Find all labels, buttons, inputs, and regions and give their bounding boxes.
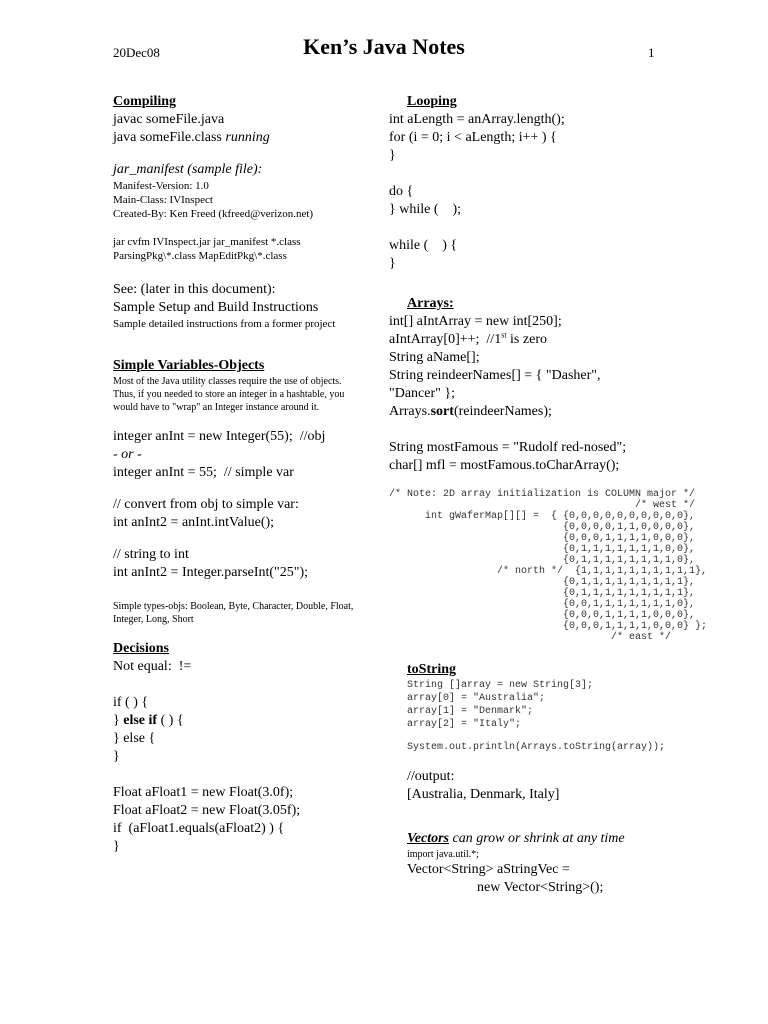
compiling-heading: Compiling — [113, 94, 177, 109]
code-line: String []array = new String[3]; — [407, 680, 594, 691]
simple-vars-heading: Simple Variables-Objects — [113, 358, 265, 373]
code-line: while ( ) { — [389, 238, 458, 253]
code-line: Float aFloat2 = new Float(3.05f); — [113, 803, 301, 818]
tostring-heading: toString — [407, 662, 456, 677]
looping-heading: Looping — [407, 94, 457, 109]
code-line: {0,0,0,1,1,1,1,0,0,0}, — [389, 610, 696, 621]
jar-line: ParsingPkg\*.class MapEditPkg\*.class — [113, 250, 287, 262]
code-line: do { — [389, 184, 414, 199]
code-line: /* Note: 2D array initialization is COLUMN major */ — [389, 489, 696, 500]
code-line: {0,1,1,1,1,1,1,1,1,0}, — [389, 555, 696, 566]
code-line: aIntArray[0]++; //1st is zero — [389, 330, 547, 347]
tostring-section — [389, 661, 729, 897]
vectors-heading: Vectors can grow or shrink at any time — [407, 831, 625, 846]
code-line: new Vector<String>(); — [407, 880, 604, 895]
header-date: 20Dec08 — [113, 45, 160, 60]
code-line: /* east */ — [389, 632, 672, 643]
code-line: if ( ) { — [113, 695, 149, 710]
code-line: int anInt2 = anInt.intValue(); — [113, 515, 275, 530]
see-setup-link: Sample Setup and Build Instructions — [113, 300, 319, 315]
code-line: Float aFloat1 = new Float(3.0f); — [113, 785, 294, 800]
code-line: String aName[]; — [389, 350, 480, 365]
code-line: Arrays.sort(reindeerNames); — [389, 404, 552, 419]
code-line: {0,0,0,1,1,1,1,0,0,0} }; — [389, 621, 708, 632]
code-line: // string to int — [113, 547, 189, 562]
code-line: } else if ( ) { — [113, 713, 184, 728]
right-column — [389, 93, 729, 897]
manifest-line: Created-By: Ken Freed (kfreed@verizon.net) — [113, 208, 314, 220]
simple-vars-desc: Most of the Java utility classes require the use of objects. Thus, if you needed to store an integer in a hashtable, you would have to "wrap" an Integer instance around it. — [113, 376, 345, 413]
code-line: {0,0,0,0,1,1,0,0,0,0}, — [389, 522, 696, 533]
code-line: } — [389, 148, 396, 163]
code-line: integer anInt = 55; // simple var — [113, 465, 294, 480]
code-line: {0,0,0,1,1,1,1,0,0,0}, — [389, 533, 696, 544]
code-line: int aLength = anArray.length(); — [389, 112, 565, 127]
manifest-line: Manifest-Version: 1.0 — [113, 180, 209, 192]
code-line: int anInt2 = Integer.parseInt("25"); — [113, 565, 309, 580]
code-line: array[2] = "Italy"; — [407, 719, 522, 730]
code-line: Vector<String> aStringVec = — [407, 862, 570, 877]
code-line: /* north */ {1,1,1,1,1,1,1,1,1,1}, — [389, 566, 708, 577]
code-line: for (i = 0; i < aLength; i++ ) { — [389, 130, 557, 145]
code-line: {0,1,1,1,1,1,1,1,1,1}, — [389, 577, 696, 588]
code-line: } while ( ); — [389, 202, 462, 217]
output-label: //output: — [407, 769, 455, 784]
wafer-map-code — [389, 489, 729, 643]
output-value: [Australia, Denmark, Italy] — [407, 787, 560, 802]
run-line: java someFile.class running — [113, 130, 270, 145]
code-line: {0,1,1,1,1,1,1,1,1,1}, — [389, 588, 696, 599]
code-line: char[] mfl = mostFamous.toCharArray(); — [389, 458, 620, 473]
code-line: // convert from obj to simple var: — [113, 497, 299, 512]
manifest-heading: jar_manifest (sample file): — [113, 162, 263, 177]
page-number: 1 — [648, 45, 655, 60]
jar-line: jar cvfm IVInspect.jar jar_manifest *.class — [113, 236, 301, 248]
page-title: Ken’s Java Notes — [303, 34, 465, 59]
arrays-heading: Arrays: — [407, 296, 454, 311]
compile-line: javac someFile.java — [113, 112, 225, 127]
see-detail-link: Sample detailed instructions from a former project — [113, 318, 336, 330]
code-line: array[0] = "Australia"; — [407, 693, 546, 704]
code-line: } — [113, 749, 120, 764]
code-line: System.out.println(Arrays.toString(array)); — [407, 742, 666, 753]
code-line: array[1] = "Denmark"; — [407, 706, 534, 717]
or-line: - or - — [113, 447, 142, 462]
code-line: } — [113, 839, 120, 854]
code-line: } else { — [113, 731, 156, 746]
code-line: if (aFloat1.equals(aFloat2) ) { — [113, 821, 285, 836]
simple-types-note: Simple types-objs: Boolean, Byte, Character, Double, Float, Integer, Long, Short — [113, 601, 354, 625]
code-line: integer anInt = new Integer(55); //obj — [113, 429, 326, 444]
code-line: Not equal: != — [113, 659, 192, 674]
see-line: See: (later in this document): — [113, 282, 276, 297]
import-line: import java.util.*; — [407, 849, 479, 860]
decisions-heading: Decisions — [113, 641, 169, 656]
left-column — [113, 93, 375, 856]
code-line: /* west */ — [389, 500, 696, 511]
code-line: "Dancer" }; — [389, 386, 455, 401]
code-line: int[] aIntArray = new int[250]; — [389, 314, 562, 329]
code-line: String reindeerNames[] = { "Dasher", — [389, 368, 601, 383]
code-line: {0,0,1,1,1,1,1,1,1,0}, — [389, 599, 696, 610]
code-line: String mostFamous = "Rudolf red-nosed"; — [389, 440, 627, 455]
code-line: } — [389, 256, 396, 271]
code-line: {0,1,1,1,1,1,1,1,0,0}, — [389, 544, 696, 555]
code-line: int gWaferMap[][] = { {0,0,0,0,0,0,0,0,0,0}, — [389, 511, 696, 522]
manifest-line: Main-Class: IVInspect — [113, 194, 213, 206]
